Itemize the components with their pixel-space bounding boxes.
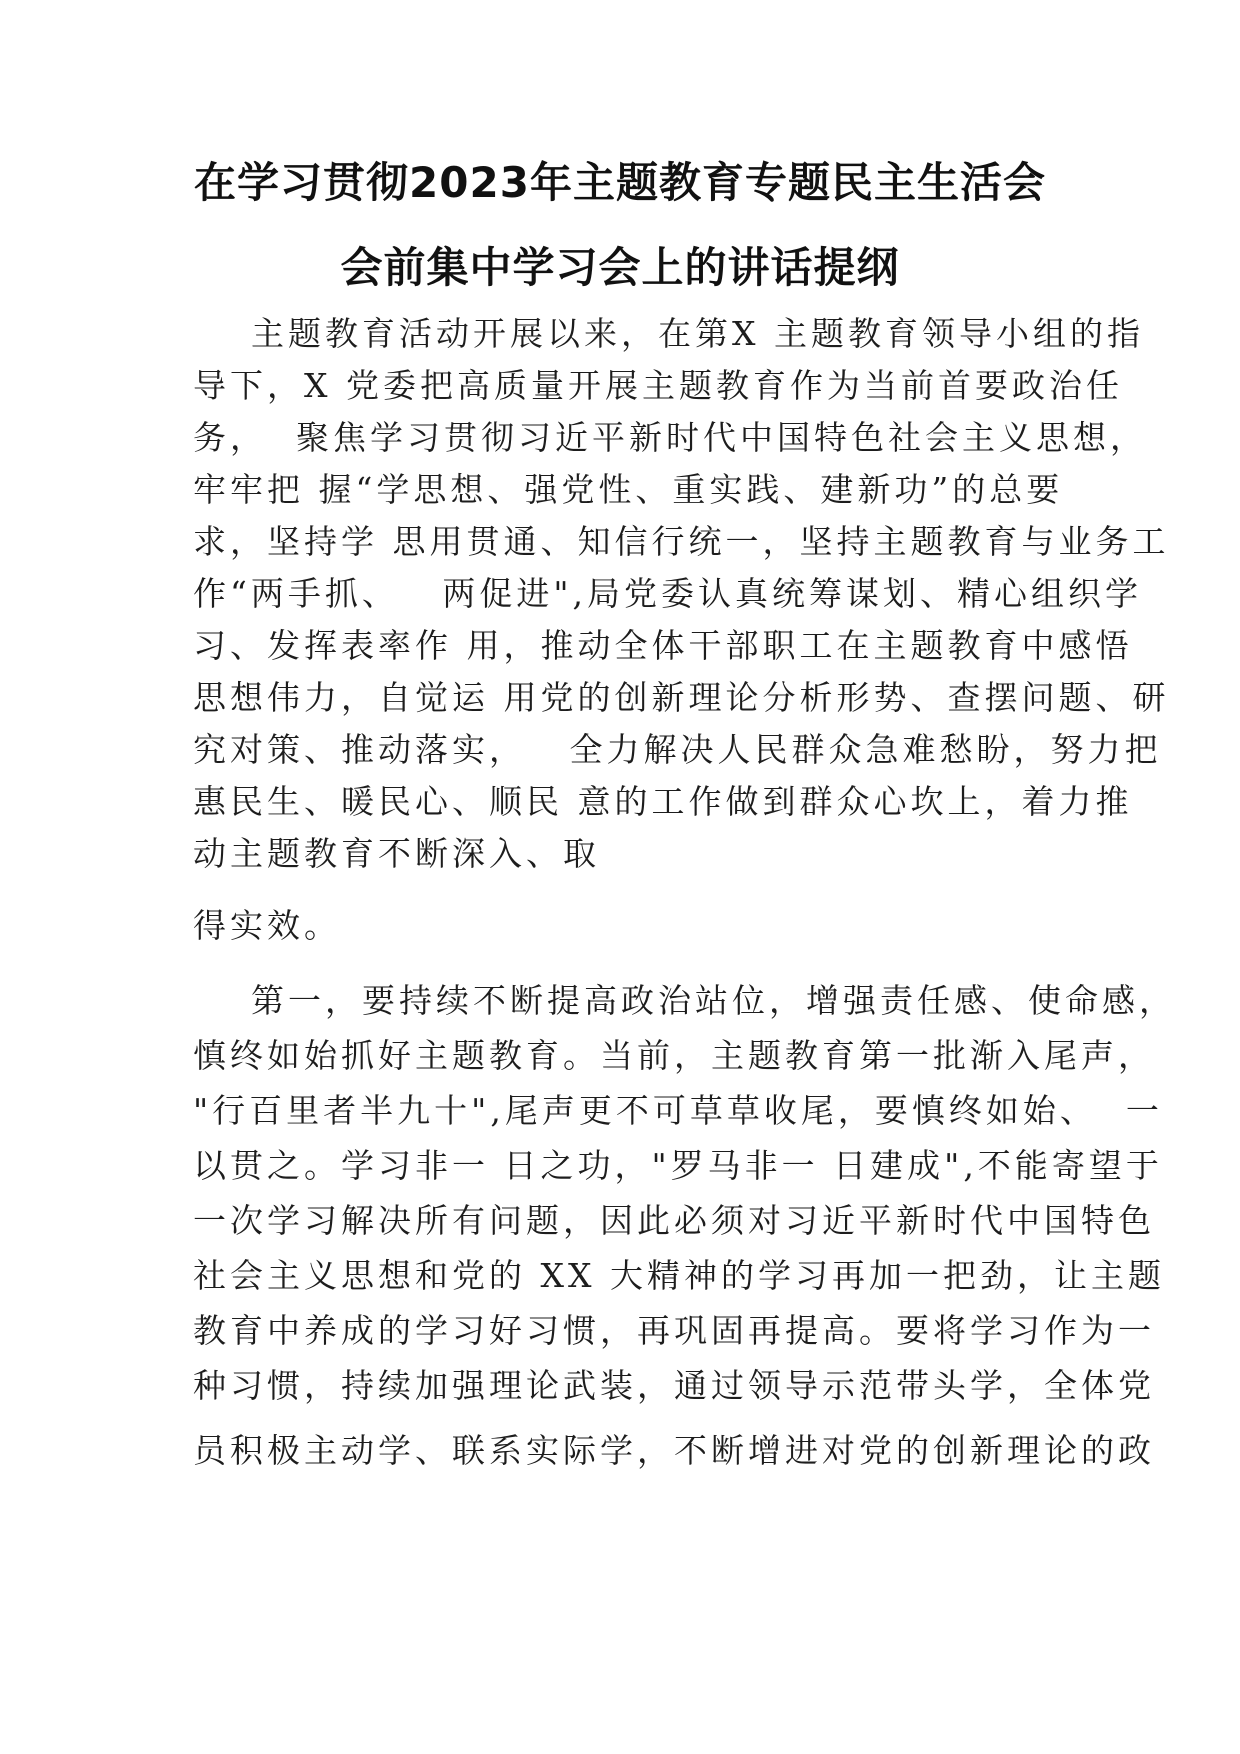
body-line: 思想伟力，自觉运 用党的创新理论分析形势、查摆问题、研 — [193, 678, 1170, 717]
body-line: 牢牢把 握“学思想、强党性、重实践、建新功”的总要 — [193, 470, 1064, 509]
body-line: 教育中养成的学习好习惯，再巩固再提高。要将学习作为一 — [193, 1311, 1155, 1350]
body-line: 惠民生、暖民心、顺民 意的工作做到群众心坎上，着力推 — [193, 782, 1133, 821]
body-line: 以贯之。学习非一 日之功，"罗马非一 日建成",不能寄望于 — [193, 1146, 1163, 1185]
body-line: 一次学习解决所有问题，因此必须对习近平新时代中国特色 — [193, 1201, 1155, 1240]
body-line: 种习惯，持续加强理论武装，通过领导示范带头学，全体党 — [193, 1366, 1155, 1405]
body-line: 动主题教育不断深入、取 — [193, 834, 600, 873]
body-line: 员积极主动学、联系实际学，不断增进对党的创新理论的政 — [193, 1431, 1155, 1470]
body-line: 第一，要持续不断提高政治站位，增强责任感、使命感， — [193, 981, 1176, 1020]
body-line: 慎终如始抓好主题教育。当前，主题教育第一批渐入尾声， — [193, 1036, 1155, 1075]
body-line: 社会主义思想和党的 XX 大精神的学习再加一把劲，让主题 — [193, 1256, 1165, 1295]
body-line: 主题教育活动开展以来，在第X 主题教育领导小组的指 — [193, 314, 1144, 353]
body-line: 习、发挥表率作 用，推动全体干部职工在主题教育中感悟 — [193, 626, 1133, 665]
document-title-line-1: 在学习贯彻2023年主题教育专题民主生活会 — [194, 158, 1046, 207]
body-line: 求，坚持学 思用贯通、知信行统一，坚持主题教育与业务工 — [193, 522, 1170, 561]
body-line: "行百里者半九十",尾声更不可草草收尾，要慎终如始、 一 — [193, 1091, 1163, 1130]
body-line: 究对策、推动落实， 全力解决人民群众急难愁盼，努力把 — [193, 730, 1162, 769]
body-line: 导下，X 党委把高质量开展主题教育作为当前首要政治任 — [193, 366, 1123, 405]
body-line: 务， 聚焦学习贯彻习近平新时代中国特色社会主义思想， — [193, 418, 1147, 457]
document-title-line-2: 会前集中学习会上的讲话提纲 — [340, 243, 900, 292]
body-line: 得实效。 — [193, 906, 341, 945]
body-line: 作“两手抓、 两促进",局党委认真统筹谋划、精心组织学 — [193, 574, 1143, 613]
